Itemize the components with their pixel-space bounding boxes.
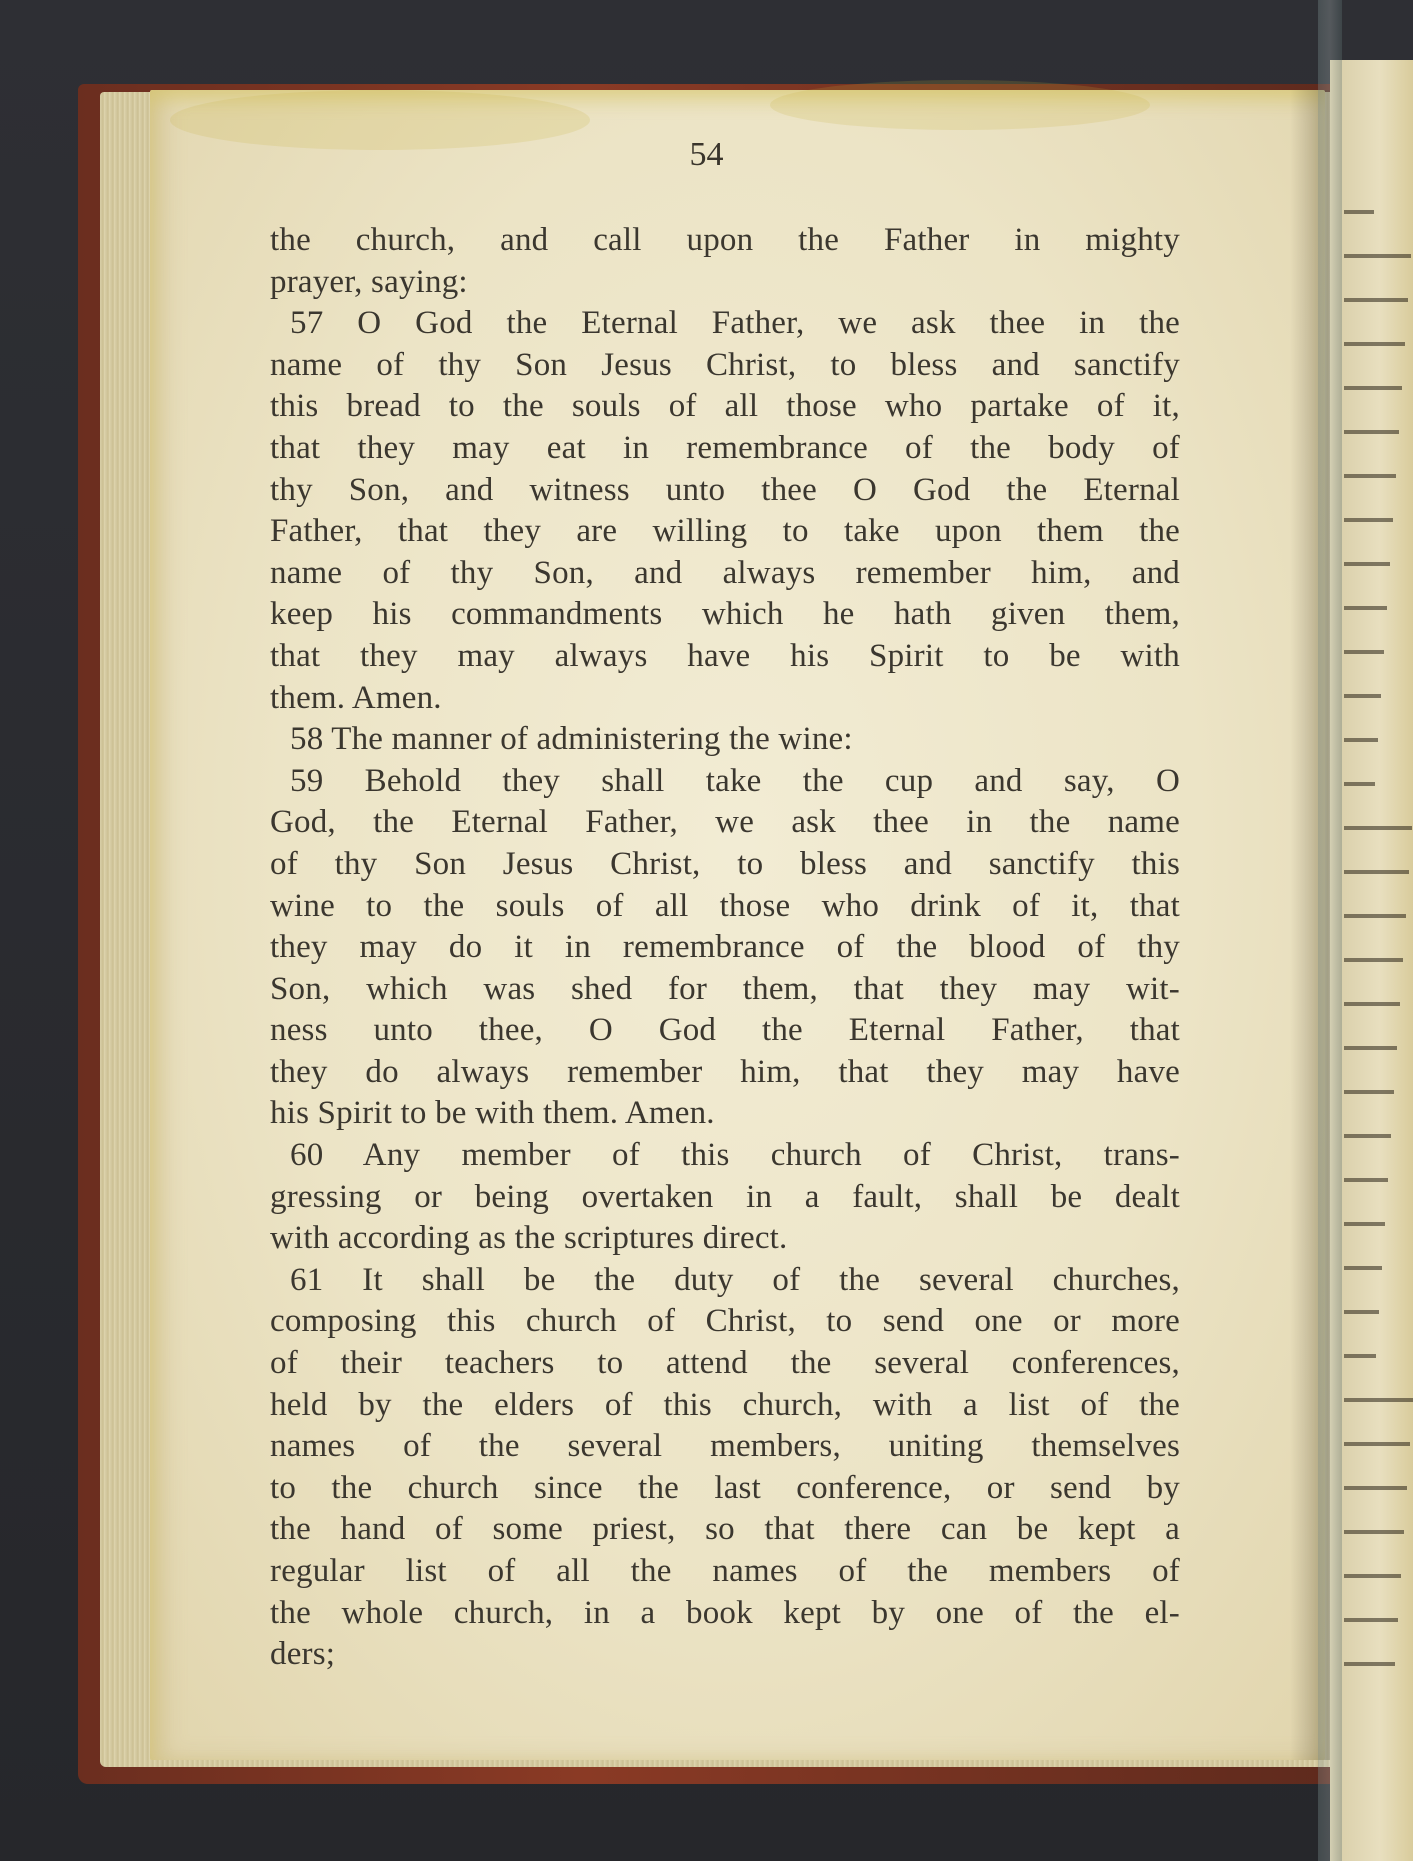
text-line: 59 Behold they shall take the cup and say, O xyxy=(290,762,1180,799)
text-line: his Spirit to be with them. Amen. xyxy=(270,1095,715,1132)
adjacent-page-text-fragment xyxy=(1344,386,1402,390)
adjacent-page-text-fragment xyxy=(1344,562,1390,566)
text-line: 58 The manner of administering the wine: xyxy=(290,721,853,758)
adjacent-page-text-fragment xyxy=(1344,210,1374,214)
adjacent-page-text-fragment xyxy=(1344,1618,1398,1622)
adjacent-page-text-fragment xyxy=(1344,298,1408,302)
text-line: composing this church of Christ, to send one or more xyxy=(270,1303,1180,1340)
text-line: the church, and call upon the Father in mighty xyxy=(270,222,1180,258)
text-line: God, the Eternal Father, we ask thee in the name xyxy=(270,804,1180,841)
adjacent-page-text-fragment xyxy=(1344,1530,1404,1534)
adjacent-page-text-fragment xyxy=(1344,1046,1397,1050)
adjacent-page-edge xyxy=(1330,60,1413,1861)
glass-plate-edge xyxy=(1318,0,1342,1861)
adjacent-page-text-fragment xyxy=(1344,254,1411,258)
text-line: 57 O God the Eternal Father, we ask thee in the xyxy=(290,305,1180,342)
text-line: prayer, saying: xyxy=(270,263,468,300)
text-line: names of the several members, uniting themselves xyxy=(270,1428,1180,1465)
text-line: them. Amen. xyxy=(270,679,442,716)
text-line: of their teachers to attend the several conferences, xyxy=(270,1345,1180,1382)
adjacent-page-text-fragment xyxy=(1344,430,1399,434)
text-line: name of thy Son, and always remember him, and xyxy=(270,554,1180,591)
adjacent-page-text-fragment xyxy=(1344,782,1375,786)
text-line: held by the elders of this church, with a list of the xyxy=(270,1386,1180,1423)
text-line: ders; xyxy=(270,1636,336,1673)
text-line: wine to the souls of all those who drink of it, that xyxy=(270,887,1180,924)
adjacent-page-text-fragment xyxy=(1344,1310,1379,1314)
text-line: regular list of all the names of the members of xyxy=(270,1553,1180,1589)
adjacent-page-text-fragment xyxy=(1344,1574,1401,1578)
text-line: keep his commandments which he hath given them, xyxy=(270,596,1180,633)
text-line: gressing or being overtaken in a fault, shall be dealt xyxy=(270,1178,1180,1215)
text-line: to the church since the last conference, or send by xyxy=(270,1469,1180,1506)
adjacent-page-text-fragment xyxy=(1344,1486,1407,1490)
adjacent-page-text-fragment xyxy=(1344,1662,1395,1666)
adjacent-page-text-fragment xyxy=(1344,1002,1400,1006)
text-line: of thy Son Jesus Christ, to bless and sanctify this xyxy=(270,845,1180,882)
adjacent-page-text-fragment xyxy=(1344,958,1403,962)
text-line: they may do it in remembrance of the blood of thy xyxy=(270,929,1180,966)
text-line: they do always remember him, that they may have xyxy=(270,1053,1180,1090)
text-line: that they may eat in remembrance of the body of xyxy=(270,429,1180,466)
text-line: Son, which was shed for them, that they may wit- xyxy=(270,970,1180,1007)
text-line: name of thy Son Jesus Christ, to bless and sanctify xyxy=(270,346,1180,383)
adjacent-page-text-fragment xyxy=(1344,1354,1376,1358)
adjacent-page-text-fragment xyxy=(1344,650,1384,654)
text-line: thy Son, and witness unto thee O God the Eternal xyxy=(270,471,1180,508)
text-line: with according as the scriptures direct. xyxy=(270,1220,788,1257)
adjacent-page-text-fragment xyxy=(1344,870,1409,874)
adjacent-page-text-fragment xyxy=(1344,1134,1391,1138)
text-line: Father, that they are willing to take upon them the xyxy=(270,513,1180,550)
adjacent-page-text-fragment xyxy=(1344,1178,1388,1182)
adjacent-page-text-fragment xyxy=(1344,1090,1394,1094)
page-text xyxy=(270,220,1180,1676)
adjacent-page-text-fragment xyxy=(1344,914,1406,918)
page-number: 54 xyxy=(689,136,724,173)
page-stain xyxy=(770,80,1150,130)
text-line: that they may always have his Spirit to be with xyxy=(270,637,1180,674)
adjacent-page-text-fragment xyxy=(1344,1266,1382,1270)
text-line: ness unto thee, O God the Eternal Father, that xyxy=(270,1012,1180,1049)
text-line: 61 It shall be the duty of the several churches, xyxy=(290,1261,1180,1298)
adjacent-page-text-fragment xyxy=(1344,342,1405,346)
text-line: the whole church, in a book kept by one of the el- xyxy=(270,1594,1180,1631)
adjacent-page-text-fragment xyxy=(1344,826,1412,830)
adjacent-page-text-fragment xyxy=(1344,694,1381,698)
adjacent-page-text-fragment xyxy=(1344,1442,1410,1446)
text-line: 60 Any member of this church of Christ, trans- xyxy=(290,1137,1180,1174)
adjacent-page-text-fragment xyxy=(1344,518,1393,522)
adjacent-page-text-fragment xyxy=(1344,474,1396,478)
text-line: the hand of some priest, so that there can be kept a xyxy=(270,1511,1180,1548)
adjacent-page-text-fragment xyxy=(1344,1398,1413,1402)
adjacent-page-text-fragment xyxy=(1344,606,1387,610)
text-line: this bread to the souls of all those who partake of it, xyxy=(270,388,1180,425)
adjacent-page-text-fragment xyxy=(1344,738,1378,742)
adjacent-page-text-fragment xyxy=(1344,1222,1385,1226)
